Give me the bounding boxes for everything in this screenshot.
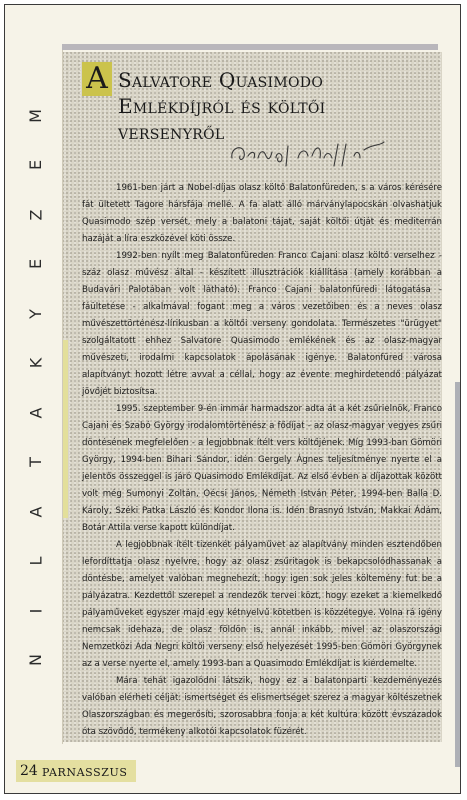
author-letter: K: [26, 358, 45, 369]
title-line-1: Salvatore Quasimodo: [118, 68, 324, 92]
top-decorative-bar: [62, 44, 438, 50]
author-letter: N: [26, 654, 45, 666]
author-letter: Z: [26, 209, 45, 221]
handwritten-signature: [228, 138, 388, 168]
sidebar-author-name: [26, 108, 46, 668]
left-accent-bar: [63, 340, 68, 518]
author-letter: M: [26, 109, 45, 123]
author-letter: L: [25, 556, 45, 566]
article-paragraph: 1961-ben járt a Nobel-díjas olasz költő Balatonfüreden, s a város kérésére fát ültetett Tagore hársfája mellé. A fa alatt álló márványlapocskán olvashatjuk Quasimodo szép versét, mely a balatoni tájat, saját költői útját és mediterrán hazáját a líra eszközével köti össze.: [82, 183, 442, 244]
article-body: [82, 180, 442, 741]
author-letter: Y: [26, 308, 45, 319]
author-letter: A: [25, 506, 45, 518]
page-number: 24: [20, 763, 38, 779]
article-paragraph: 1992-ben nyílt meg Balatonfüreden Franco Cajani olasz költő verselhez - száz olasz művész által - készített illusztrációk kiállítása (amely korábban a Budavári Palotában volt látható). Franco Cajani balatonfüredi látogatása - fáültetése - alkalmával fogant meg a város vezetőiben és a neves olasz művészettörténész-lírikusban a költői verseny gondolata. Természetes "ürügyet" szolgáltatott ehhez Salvatore Quasimodo emlékének és az olasz-magyar művészeti, irodalmi kapcsolatok ápolásának igénye. Balatonfüred városa alapítványt hozott létre avval a céllal, hogy az évente meghirdetendő pályázat jövőjét biztosítsa.: [82, 251, 442, 397]
article-paragraph: Mára tehát igazolódni látszik, hogy ez a balatonparti kezdeményezés valóban elérheti célját: ismertséget és elismertséget szerez a magyar költészetnek Olaszországban és megerősíti, szorosabbra fonja a két kultúra között évszázadok óta szövődő, termékeny alkotói kapcsolatok füzérét.: [82, 676, 442, 737]
journal-name: PARNASSZUS: [42, 766, 128, 779]
author-letter: E: [25, 259, 45, 270]
title-dropcap: A: [82, 62, 112, 96]
title-line-2: Emlékdíjról és költői: [118, 94, 326, 118]
article-paragraph: A legjobbnak ítélt tizenkét pályaművet az alapítvány minden esztendőben lefordíttatja olasz nyelvre, hogy az olasz zsűritagok is bekapcsolódhassanak a döntésbe, amelyet valóban megnehezít, hogy igen sok jeles költemény fut be a pályázatra. Kezdettől szerepel a rendezők tervei közt, hogy ezeket a kiemelkedő pályaműveket egyszer majd egy kétnyelvű kötetben is közzétegye. Volna rá igény nemcsak idehaza, de olasz földön is, annál inkább, mivel az olaszországi Nemzetközi Ada Negri költői verseny első helyezését 1995-ben Gömöri Györgynek az a verse nyerte el, amely 1993-ban a Quasimodo Emlékdíjat is kiérdemelte.: [82, 540, 442, 669]
author-letter: E: [25, 160, 45, 171]
right-decorative-bar: [455, 382, 460, 767]
title-line-3: versenyről: [118, 120, 225, 144]
author-letter: T: [26, 457, 45, 468]
article-paragraph: 1995. szeptember 9-én immár harmadszor adta át a két zsűrielnök, Franco Cajani és Szabó György irodalomtörténész a fődíjat - az olasz-magyar vegyes zsűri döntésének megfelelően - a legjobbnak ítélt vers költőjének. Míg 1993-ban Gömöri György, 1994-ben Bihari Sándor, idén Gergely Ágnes teljesítménye nyerte el a jelentős összeggel is járó Quasimodo Emlékdíjat. Az első évben a díjazottak között volt még Sumonyi Zoltán, Oécsi János, Németh István Péter, 1994-ben Balla D. Károly, Széki Patka László és Kondor Ilona is. Idén Brasnyó István, Makkai Ádám, Botár Attila verse kapott különdíjat.: [82, 404, 442, 533]
author-letter: I: [26, 608, 45, 613]
author-letter: A: [25, 407, 45, 419]
